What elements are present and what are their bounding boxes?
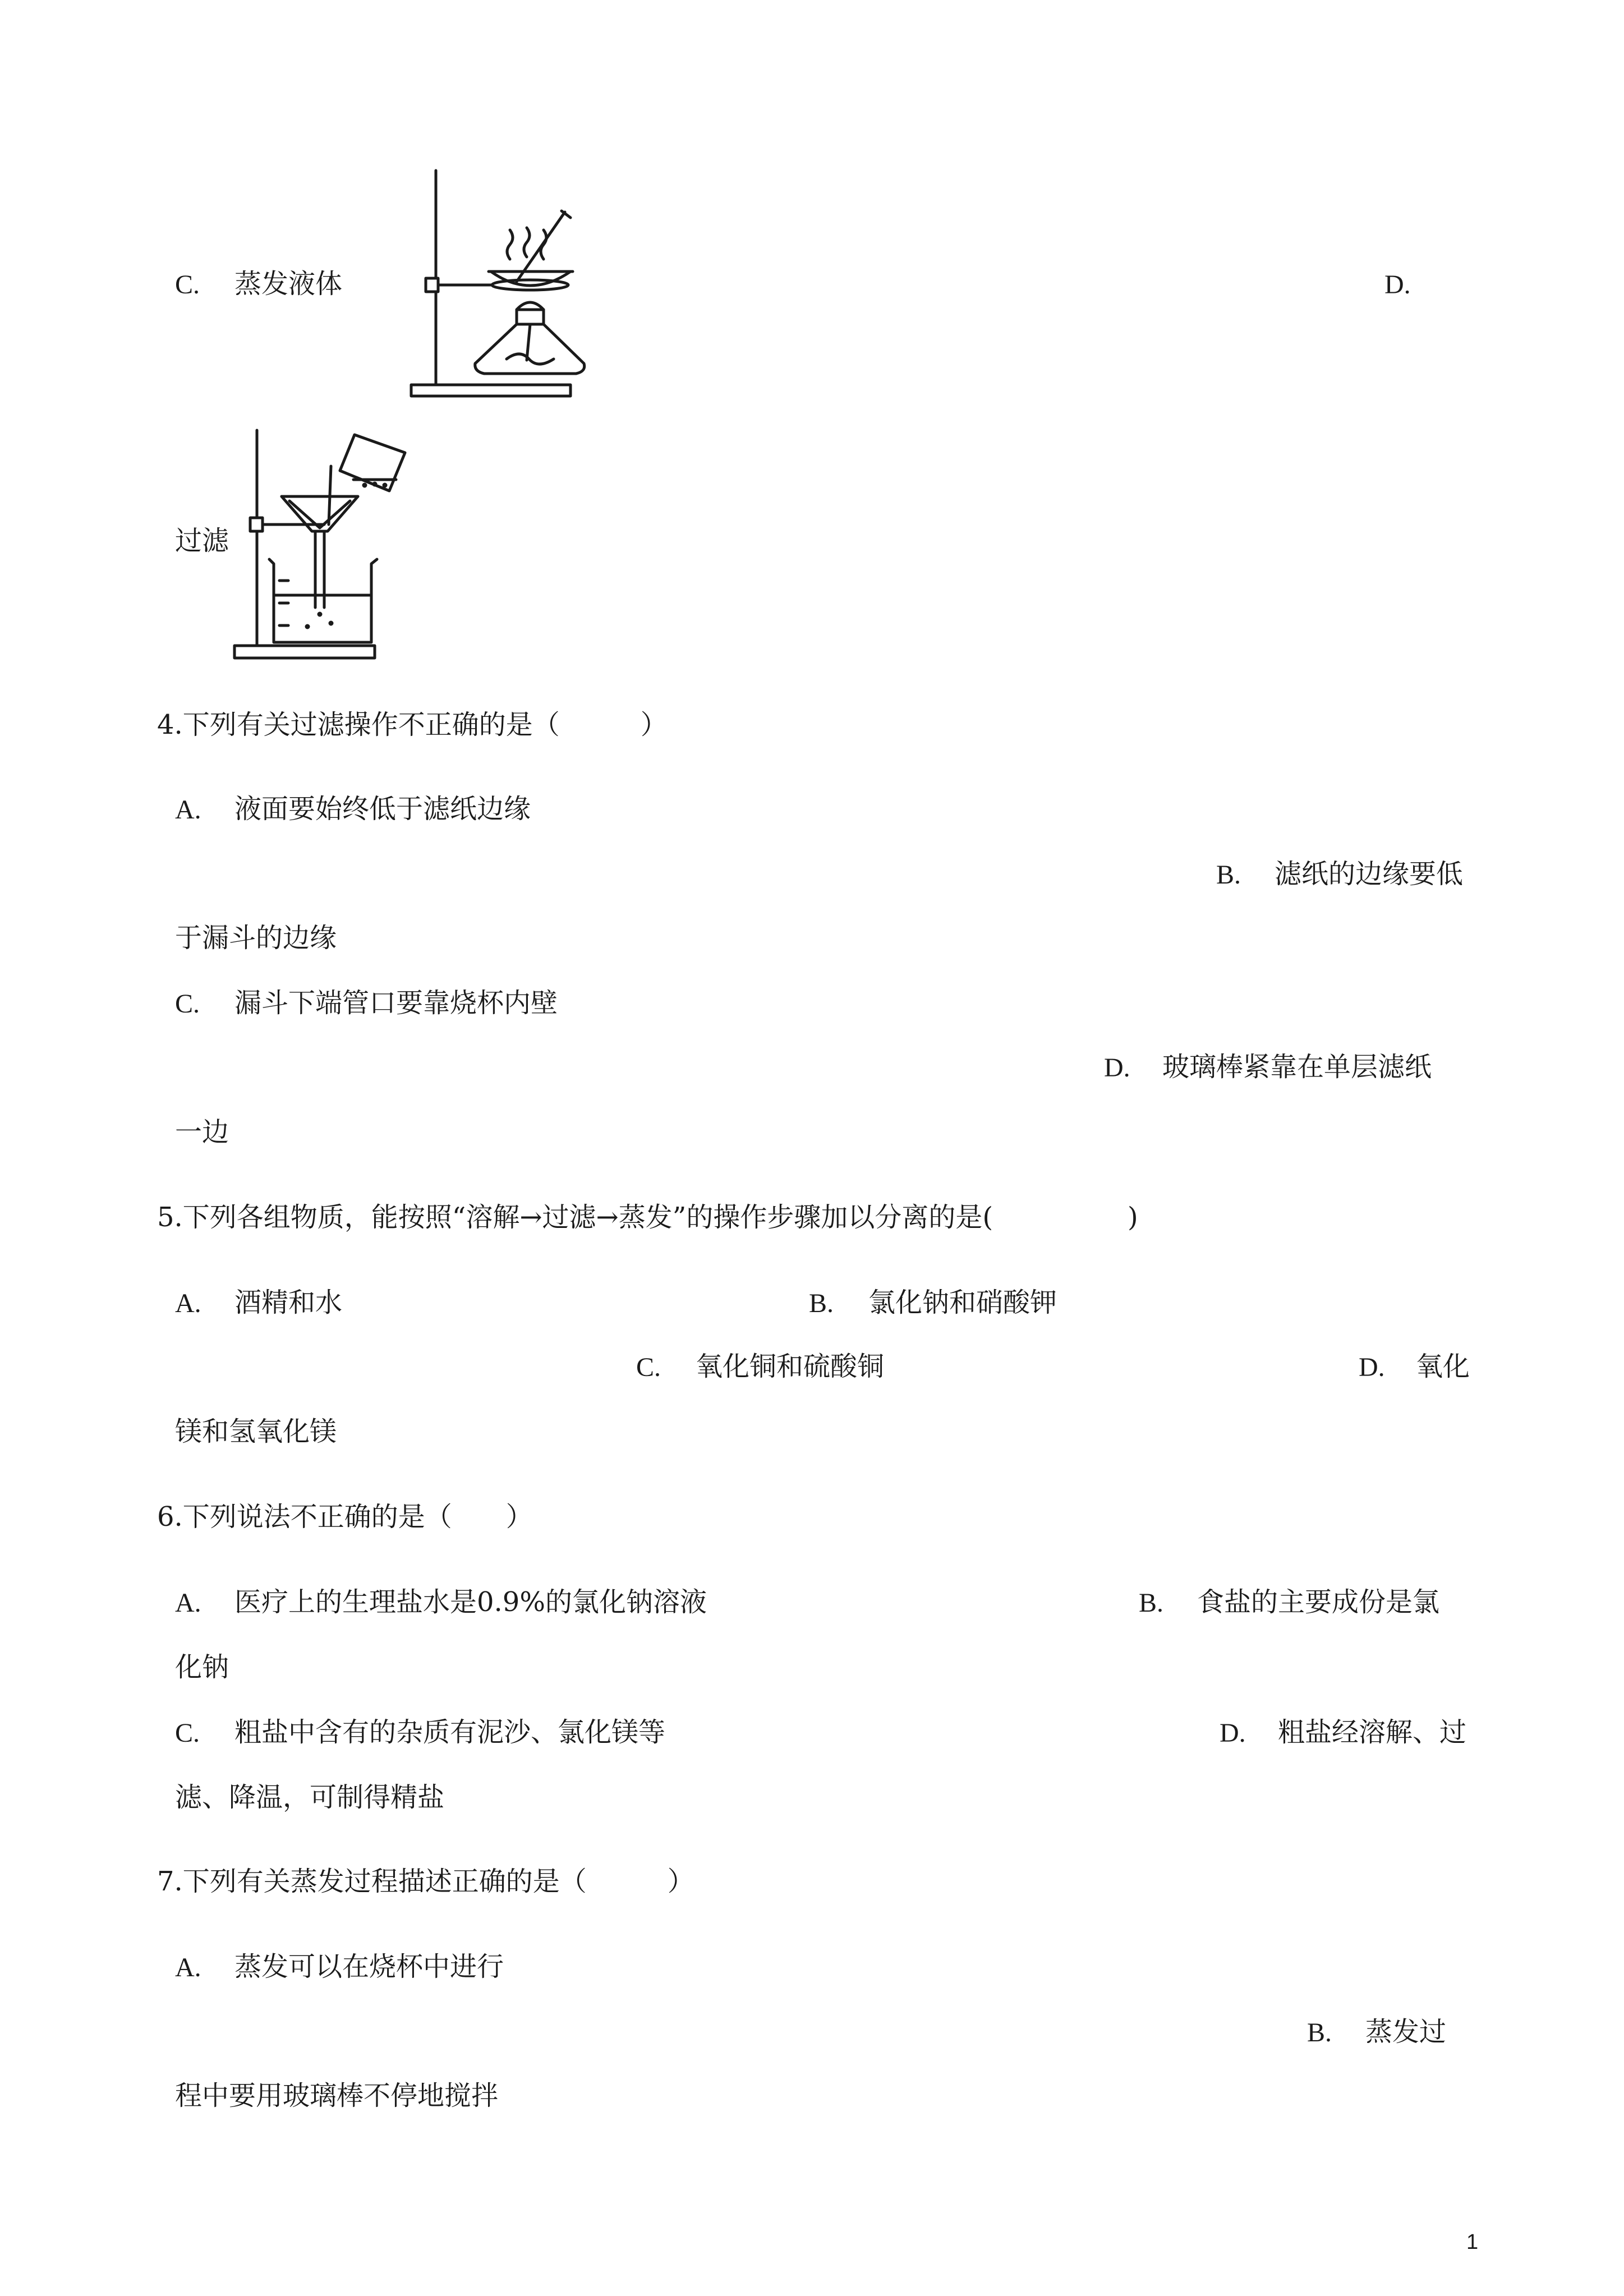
q5-option-a-letter: A. <box>175 1289 201 1318</box>
q5-option-b-text: 氯化钠和硝酸钾 <box>868 1287 1057 1318</box>
q4-option-d-letter: D. <box>1104 1053 1130 1083</box>
q3-option-c-letter: C. <box>175 270 200 300</box>
q4-option-d-text: 玻璃棒紧靠在单层滤纸 <box>1162 1051 1432 1083</box>
q4-option-c-text: 漏斗下端管口要靠烧杯内壁 <box>234 987 558 1019</box>
q3-option-d-letter: D. <box>1384 270 1411 300</box>
q7-option-b-text: 蒸发过 <box>1365 2016 1447 2047</box>
q4-option-a-text: 液面要始终低于滤纸边缘 <box>234 793 531 825</box>
q4-option-b-continuation: 于漏斗的边缘 <box>175 922 337 954</box>
q6-option-d-letter: D. <box>1220 1718 1246 1748</box>
q4-option-a-letter: A. <box>175 795 201 825</box>
q4-option-d-continuation: 一边 <box>175 1116 229 1148</box>
q5-option-d-text: 氧化 <box>1416 1351 1470 1382</box>
q5-stem: 5.下列各组物质，能按照“溶解→过滤→蒸发”的操作步骤加以分离的是( ) <box>157 1202 1138 1233</box>
q5-option-c-letter: C. <box>636 1352 661 1382</box>
q6-option-b-continuation: 化钠 <box>175 1651 229 1683</box>
q6-option-d-text: 粗盐经溶解、过 <box>1278 1717 1467 1748</box>
q7-option-a-text: 蒸发可以在烧杯中进行 <box>234 1951 504 1982</box>
q6-stem: 6.下列说法不正确的是（ ） <box>157 1501 533 1533</box>
q6-option-a-text: 医疗上的生理盐水是0.9%的氯化钠溶液 <box>234 1586 707 1618</box>
q4-option-c-letter: C. <box>175 989 200 1019</box>
q3-option-c-text: 蒸发液体 <box>234 268 343 300</box>
q7-option-a-letter: A. <box>175 1953 201 1982</box>
q6-option-b-text: 食盐的主要成份是氯 <box>1197 1586 1440 1618</box>
q6-option-c-text: 粗盐中含有的杂质有泥沙、氯化镁等 <box>234 1717 666 1748</box>
q5-option-c-text: 氧化铜和硫酸铜 <box>696 1351 885 1382</box>
q7-option-b-letter: B. <box>1307 2018 1332 2047</box>
q6-option-c-letter: C. <box>175 1718 200 1748</box>
q6-option-b-letter: B. <box>1139 1588 1164 1618</box>
q6-option-a-letter: A. <box>175 1588 201 1618</box>
evaporation-apparatus-figure <box>407 163 586 404</box>
q7-stem: 7.下列有关蒸发过程描述正确的是（ ） <box>157 1866 694 1897</box>
q5-option-d-letter: D. <box>1359 1352 1385 1382</box>
q5-option-b-letter: B. <box>809 1289 834 1318</box>
q4-option-b-text: 滤纸的边缘要低 <box>1275 858 1464 890</box>
q4-stem: 4.下列有关过滤操作不正确的是（ ） <box>157 709 668 740</box>
filtration-apparatus-figure <box>230 412 415 668</box>
q5-option-a-text: 酒精和水 <box>234 1287 343 1318</box>
q4-option-b-letter: B. <box>1216 860 1241 890</box>
q6-option-d-continuation: 滤、降温，可制得精盐 <box>175 1782 445 1813</box>
page-number: 1 <box>1466 2230 1479 2254</box>
q7-option-b-continuation: 程中要用玻璃棒不停地搅拌 <box>175 2080 499 2111</box>
q3-option-d-text: 过滤 <box>175 525 229 556</box>
q5-option-d-continuation: 镁和氢氧化镁 <box>175 1416 337 1447</box>
